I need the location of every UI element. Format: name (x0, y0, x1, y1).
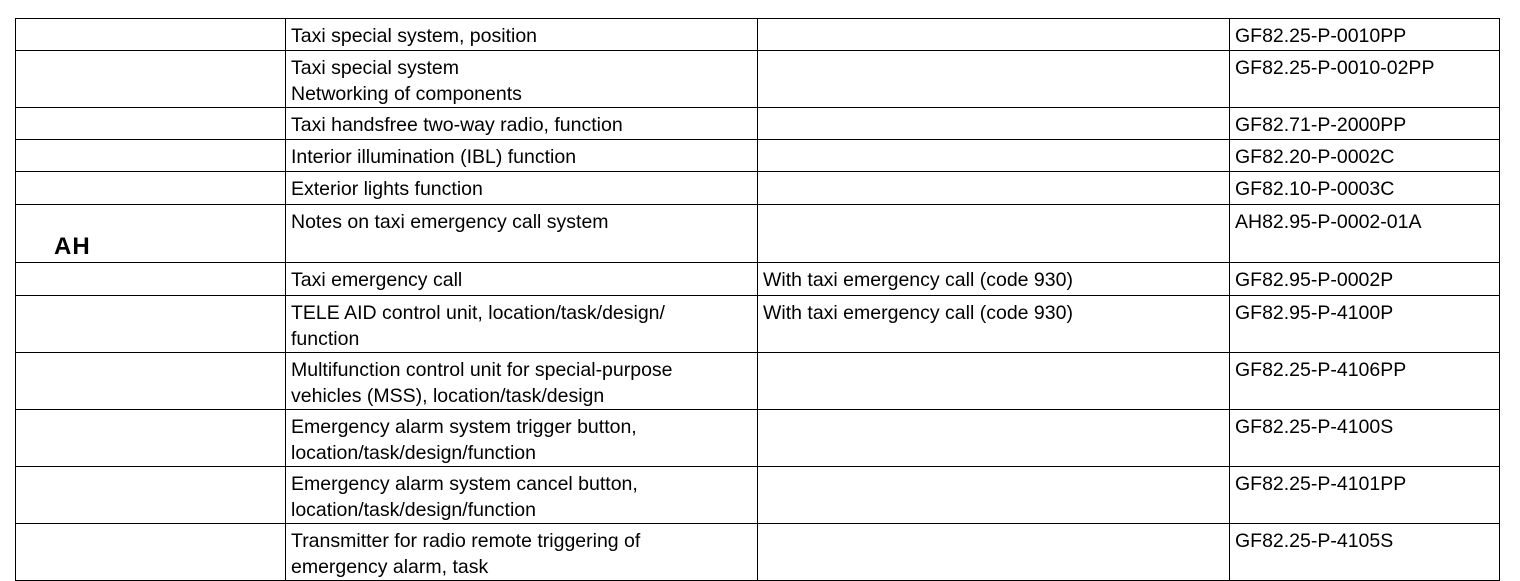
marker-cell (16, 140, 286, 172)
marker-cell (16, 296, 286, 353)
document-number-cell[interactable]: GF82.25-P-4105S (1230, 524, 1500, 581)
pointing-hand-icon (21, 236, 51, 258)
document-title-cell: Notes on taxi emergency call system (286, 205, 758, 263)
document-title-cell: Emergency alarm system cancel button, location/task/design/function (286, 467, 758, 524)
condition-cell (758, 467, 1230, 524)
document-title-cell: Exterior lights function (286, 172, 758, 205)
marker-cell (16, 172, 286, 205)
document-reference-table (15, 18, 1500, 581)
condition-cell (758, 524, 1230, 581)
table-row (16, 51, 1500, 108)
condition-cell: With taxi emergency call (code 930) (758, 296, 1230, 353)
table-row (16, 108, 1500, 140)
document-title-cell: Taxi special system Networking of components (286, 51, 758, 108)
document-title-cell: Interior illumination (IBL) function (286, 140, 758, 172)
table-row (16, 205, 1500, 263)
condition-cell (758, 51, 1230, 108)
marker-cell (16, 51, 286, 108)
document-number-cell[interactable]: GF82.25-P-4101PP (1230, 467, 1500, 524)
table-row (16, 19, 1500, 51)
condition-cell (758, 108, 1230, 140)
document-number-cell[interactable]: GF82.95-P-4100P (1230, 296, 1500, 353)
marker-cell (16, 410, 286, 467)
condition-cell (758, 19, 1230, 51)
table-row (16, 172, 1500, 205)
document-number-cell[interactable]: GF82.25-P-4100S (1230, 410, 1500, 467)
document-title-cell: Emergency alarm system trigger button, location/task/design/function (286, 410, 758, 467)
condition-cell (758, 410, 1230, 467)
document-title-cell: Taxi special system, position (286, 19, 758, 51)
document-title-cell: Multifunction control unit for special-purpose vehicles (MSS), location/task/design (286, 353, 758, 410)
marker-cell (16, 205, 286, 263)
marker-cell (16, 524, 286, 581)
document-number-cell[interactable]: GF82.10-P-0003C (1230, 172, 1500, 205)
marker-cell (16, 19, 286, 51)
document-number-cell[interactable]: GF82.25-P-0010-02PP (1230, 51, 1500, 108)
condition-cell (758, 205, 1230, 263)
table-row (16, 467, 1500, 524)
document-number-cell[interactable]: GF82.25-P-0010PP (1230, 19, 1500, 51)
marker-cell (16, 108, 286, 140)
document-title-cell: TELE AID control unit, location/task/design/ function (286, 296, 758, 353)
document-number-cell[interactable]: GF82.71-P-2000PP (1230, 108, 1500, 140)
condition-cell (758, 353, 1230, 410)
marker-cell (16, 353, 286, 410)
marker-cell (16, 467, 286, 524)
document-number-cell[interactable]: GF82.25-P-4106PP (1230, 353, 1500, 410)
condition-cell (758, 140, 1230, 172)
note-marker (21, 233, 91, 261)
note-marker-code: AH (54, 233, 91, 260)
marker-cell (16, 263, 286, 296)
table-row (16, 296, 1500, 353)
document-number-cell[interactable]: AH82.95-P-0002-01A (1230, 205, 1500, 263)
table-row (16, 524, 1500, 581)
table-row (16, 263, 1500, 296)
condition-cell: With taxi emergency call (code 930) (758, 263, 1230, 296)
table-row (16, 410, 1500, 467)
document-title-cell: Taxi handsfree two-way radio, function (286, 108, 758, 140)
table-row (16, 353, 1500, 410)
table-row (16, 140, 1500, 172)
document-number-cell[interactable]: GF82.20-P-0002C (1230, 140, 1500, 172)
document-number-cell[interactable]: GF82.95-P-0002P (1230, 263, 1500, 296)
document-title-cell: Taxi emergency call (286, 263, 758, 296)
document-title-cell: Transmitter for radio remote triggering of emergency alarm, task (286, 524, 758, 581)
condition-cell (758, 172, 1230, 205)
